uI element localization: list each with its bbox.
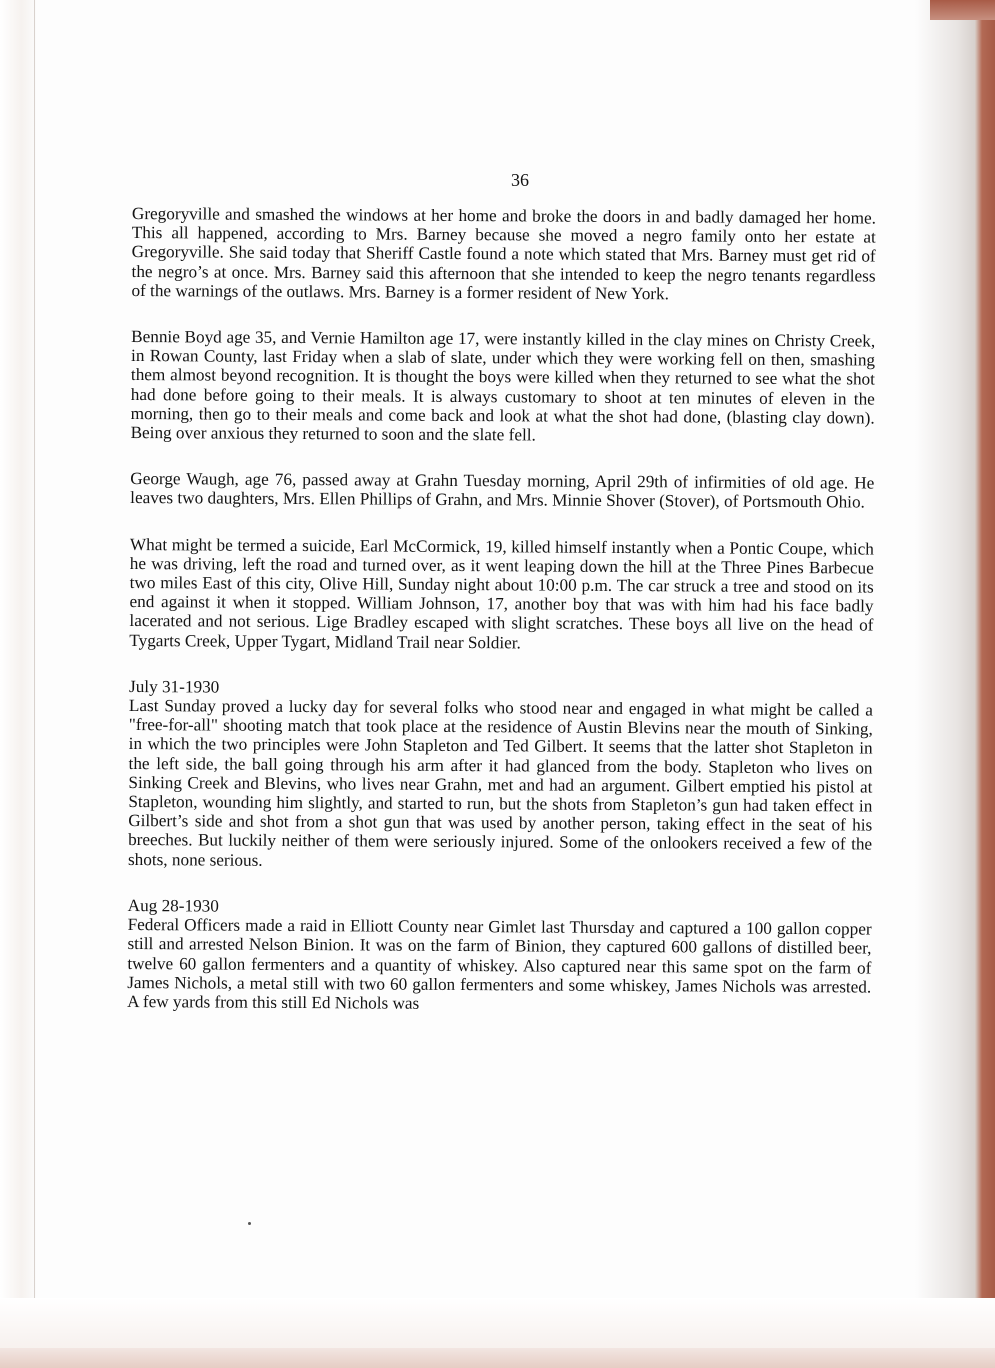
- entry-july-31-1930: [128, 677, 873, 874]
- book-cover-bottom: [0, 1348, 995, 1368]
- paragraph-clay-mines: Bennie Boyd age 35, and Vernie Hamilton age 17, were instantly killed in the clay mines on Christy Creek, in Rowan County, last Friday when a slab of slate, under which they were working fell on then, smashing them almost beyond recognition. It is thought the boys were killed when they returned to see what the shot had done before going to their meals. It is always customary to shoot at ten minutes of eleven in the morning, then go to their meals and come back and look at what the shot had done, (blasting clay down). Being over anxious they returned to soon and the slate fell.: [130, 327, 876, 445]
- book-cover-edge: [975, 0, 995, 1368]
- page-curl-shadow: [915, 0, 975, 1368]
- page-number: 36: [511, 170, 529, 190]
- paragraph-barney: Gregoryville and smashed the windows at her home and broke the doors in and badly damaged her home. This all happened, according to Mrs. Barney because she moved a negro family onto her estate at Gregoryville. She said today that Sheriff Castle found a note which stated that Mrs. Barney must get rid of the negro’s at once. Mrs. Barney said this afternoon that she intended to keep the negro tenants regardless of the warnings of the outlaws. Mrs. Barney is a former resident of New York.: [131, 204, 876, 304]
- binding-edge: [0, 0, 36, 1368]
- entry-aug-28-1930: [127, 896, 872, 1016]
- paragraph-earl-mccormick: What might be termed a suicide, Earl McCormick, 19, killed himself instantly when a Pontic Coupe, which he was driving, left the road and turned over, as it went leaping down the hill at the Three Pines Barbecue two miles East of this city, Olive Hill, Sunday night about 10:00 p.m. The car struck a tree and stood on its end against it when it stopped. William Johnson, 17, another boy that was with him had his face badly lacerated and not serious. Lige Bradley escaped with slight scratches. These boys all live on the head of Tygarts Creek, Upper Tygart, Midland Trail near Soldier.: [129, 534, 874, 653]
- paragraph-george-waugh: George Waugh, age 76, passed away at Grahn Tuesday morning, April 29th of infirmities of old age. He leaves two daughters, Mrs. Ellen Phillips of Grahn, and Mrs. Minnie Shover (Stover), of Portsmouth Ohio.: [130, 469, 875, 512]
- paragraph-still-raid: Federal Officers made a raid in Elliott County near Gimlet last Thursday and captured a 100 gallon copper still and arrested Nelson Binion. It was on the farm of Binion, they captured 600 gallons of distilled beer, twelve 60 gallon fermenters and a quantity of whiskey. Also captured near this same spot on the farm of James Nichols, a metal still with two 60 gallon fermenters and some whiskey, James Nichols was arrested. A few yards from this still Ed Nichols was: [127, 915, 872, 1013]
- entry-date: Aug 28-1930: [127, 895, 219, 916]
- ink-speck: [248, 1222, 251, 1225]
- book-cover-corner: [930, 0, 995, 20]
- page-body: [127, 204, 876, 1043]
- entry-date: July 31-1930: [128, 676, 220, 697]
- paragraph-shooting-match: Last Sunday proved a lucky day for several folks who stood near and engaged in what might be called a "free-for-all" shooting match that took place at the residence of Austin Blevins near the mouth of Sinking, in which the two principles were John Stapleton and Ted Gilbert. It seems that the latter shot Stapleton in the left side, the ball going through his arm after it had glanced from the body. Stapleton who lives on Sinking Creek and Blevins, who lives near Grahn, met and had an argument. Gilbert emptied his pistol at Stapleton, wounding him slightly, and started to run, but the shots from Stapleton’s gun had taken effect in Gilbert’s side and shot from a shot gun that was used by another person, taking effect in the seat of his breeches. But luckily neither of them were seriously injured. Some of the onlookers received a few of the shots, none serious.: [127, 696, 873, 870]
